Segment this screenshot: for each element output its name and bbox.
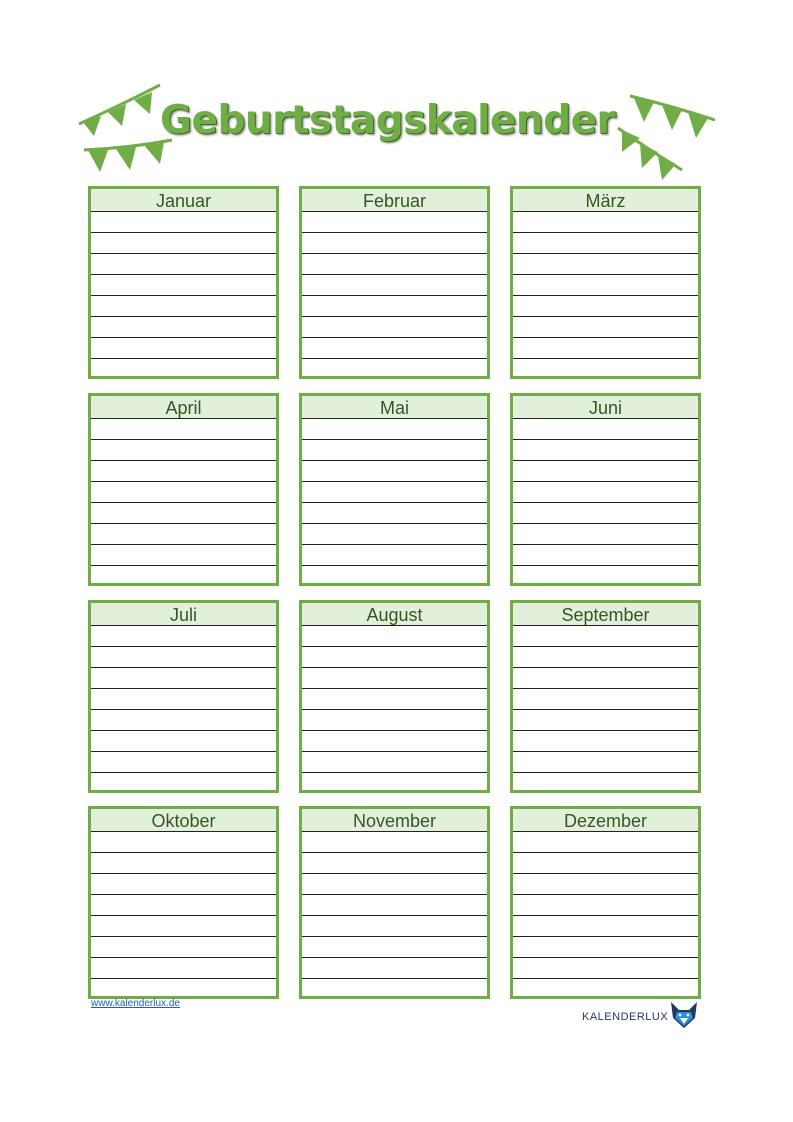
month-header: März	[513, 189, 698, 212]
month-box-september	[510, 600, 701, 793]
entry-row[interactable]	[91, 461, 276, 482]
entry-row[interactable]	[513, 317, 698, 338]
entry-rows	[91, 419, 276, 587]
entry-row[interactable]	[302, 545, 487, 566]
month-header: November	[302, 809, 487, 832]
entry-row[interactable]	[91, 317, 276, 338]
website-link[interactable]: www.kalenderlux.de	[91, 998, 180, 1009]
entry-row[interactable]	[91, 296, 276, 317]
month-box-oktober	[88, 806, 279, 999]
entry-row[interactable]	[302, 524, 487, 545]
entry-rows	[91, 832, 276, 1000]
entry-row[interactable]	[91, 545, 276, 566]
entry-row[interactable]	[302, 233, 487, 254]
entry-rows	[513, 212, 698, 380]
entry-row[interactable]	[302, 958, 487, 979]
entry-row[interactable]	[513, 461, 698, 482]
entry-row[interactable]	[302, 916, 487, 937]
entry-row[interactable]	[302, 647, 487, 668]
entry-row[interactable]	[513, 647, 698, 668]
brand-name: KALENDERLUX	[582, 1011, 669, 1023]
entry-row[interactable]	[302, 937, 487, 958]
entry-rows	[302, 626, 487, 794]
month-header: Juni	[513, 396, 698, 419]
entry-row[interactable]	[513, 979, 698, 1000]
entry-row[interactable]	[91, 254, 276, 275]
entry-row[interactable]	[91, 275, 276, 296]
entry-row[interactable]	[302, 440, 487, 461]
entry-row[interactable]	[302, 752, 487, 773]
entry-row[interactable]	[513, 689, 698, 710]
entry-row[interactable]	[91, 937, 276, 958]
entry-row[interactable]	[91, 916, 276, 937]
entry-rows	[302, 212, 487, 380]
entry-row[interactable]	[91, 212, 276, 233]
entry-row[interactable]	[302, 895, 487, 916]
entry-rows	[302, 419, 487, 587]
entry-row[interactable]	[513, 773, 698, 794]
entry-row[interactable]	[302, 275, 487, 296]
entry-row[interactable]	[513, 937, 698, 958]
entry-row[interactable]	[513, 668, 698, 689]
entry-row[interactable]	[91, 668, 276, 689]
entry-row[interactable]	[302, 710, 487, 731]
entry-row[interactable]	[513, 233, 698, 254]
entry-row[interactable]	[91, 524, 276, 545]
entry-row[interactable]	[302, 359, 487, 380]
entry-row[interactable]	[513, 916, 698, 937]
page-title: Geburtstagskalender	[160, 98, 616, 143]
entry-row[interactable]	[91, 895, 276, 916]
entry-row[interactable]	[302, 853, 487, 874]
entry-row[interactable]	[302, 461, 487, 482]
month-box-januar	[88, 186, 279, 379]
entry-row[interactable]	[302, 626, 487, 647]
entry-row[interactable]	[302, 296, 487, 317]
entry-row[interactable]	[302, 979, 487, 1000]
entry-row[interactable]	[513, 731, 698, 752]
entry-row[interactable]	[91, 359, 276, 380]
entry-row[interactable]	[91, 503, 276, 524]
fox-logo-icon	[668, 1000, 700, 1030]
entry-rows	[91, 626, 276, 794]
entry-row[interactable]	[302, 832, 487, 853]
entry-row[interactable]	[91, 689, 276, 710]
month-header: September	[513, 603, 698, 626]
entry-row[interactable]	[513, 419, 698, 440]
month-box-mai	[299, 393, 490, 586]
entry-row[interactable]	[513, 832, 698, 853]
entry-row[interactable]	[302, 212, 487, 233]
entry-row[interactable]	[302, 338, 487, 359]
entry-rows	[513, 832, 698, 1000]
month-header: Dezember	[513, 809, 698, 832]
month-header: Oktober	[91, 809, 276, 832]
entry-row[interactable]	[91, 626, 276, 647]
entry-row[interactable]	[91, 440, 276, 461]
entry-row[interactable]	[91, 958, 276, 979]
entry-row[interactable]	[91, 832, 276, 853]
entry-row[interactable]	[513, 545, 698, 566]
entry-row[interactable]	[513, 524, 698, 545]
month-box-februar	[299, 186, 490, 379]
entry-row[interactable]	[91, 647, 276, 668]
entry-row[interactable]	[91, 233, 276, 254]
entry-rows	[513, 626, 698, 794]
entry-row[interactable]	[302, 773, 487, 794]
entry-row[interactable]	[513, 503, 698, 524]
entry-row[interactable]	[513, 482, 698, 503]
entry-row[interactable]	[91, 482, 276, 503]
entry-row[interactable]	[513, 626, 698, 647]
entry-rows	[91, 212, 276, 380]
entry-row[interactable]	[91, 773, 276, 794]
entry-row[interactable]	[302, 503, 487, 524]
entry-row[interactable]	[513, 874, 698, 895]
entry-row[interactable]	[302, 254, 487, 275]
entry-row[interactable]	[91, 419, 276, 440]
entry-row[interactable]	[302, 482, 487, 503]
month-header: Februar	[302, 189, 487, 212]
entry-row[interactable]	[302, 874, 487, 895]
bunting-right-icon	[610, 90, 720, 185]
entry-row[interactable]	[513, 359, 698, 380]
month-header: Januar	[91, 189, 276, 212]
entry-row[interactable]	[91, 338, 276, 359]
entry-row[interactable]	[513, 275, 698, 296]
month-header: April	[91, 396, 276, 419]
entry-row[interactable]	[91, 874, 276, 895]
entry-row[interactable]	[302, 668, 487, 689]
entry-row[interactable]	[513, 752, 698, 773]
entry-row[interactable]	[302, 689, 487, 710]
month-header: August	[302, 603, 487, 626]
entry-row[interactable]	[91, 710, 276, 731]
month-box-april	[88, 393, 279, 586]
month-header: Juli	[91, 603, 276, 626]
entry-row[interactable]	[302, 731, 487, 752]
entry-row[interactable]	[513, 440, 698, 461]
month-box-august	[299, 600, 490, 793]
entry-rows	[513, 419, 698, 587]
entry-row[interactable]	[513, 254, 698, 275]
entry-row[interactable]	[513, 853, 698, 874]
entry-row[interactable]	[302, 419, 487, 440]
entry-row[interactable]	[513, 710, 698, 731]
entry-row[interactable]	[513, 566, 698, 587]
entry-row[interactable]	[91, 731, 276, 752]
month-box-juli	[88, 600, 279, 793]
entry-row[interactable]	[302, 566, 487, 587]
month-box-dezember	[510, 806, 701, 999]
month-box-maerz	[510, 186, 701, 379]
entry-row[interactable]	[513, 895, 698, 916]
entry-row[interactable]	[513, 296, 698, 317]
entry-row[interactable]	[513, 958, 698, 979]
month-box-november	[299, 806, 490, 999]
entry-row[interactable]	[513, 338, 698, 359]
entry-row[interactable]	[91, 853, 276, 874]
entry-row[interactable]	[91, 979, 276, 1000]
entry-row[interactable]	[302, 317, 487, 338]
entry-row[interactable]	[91, 752, 276, 773]
month-box-juni	[510, 393, 701, 586]
entry-row[interactable]	[91, 566, 276, 587]
entry-rows	[302, 832, 487, 1000]
entry-row[interactable]	[513, 212, 698, 233]
bunting-left-icon	[74, 80, 174, 180]
month-header: Mai	[302, 396, 487, 419]
